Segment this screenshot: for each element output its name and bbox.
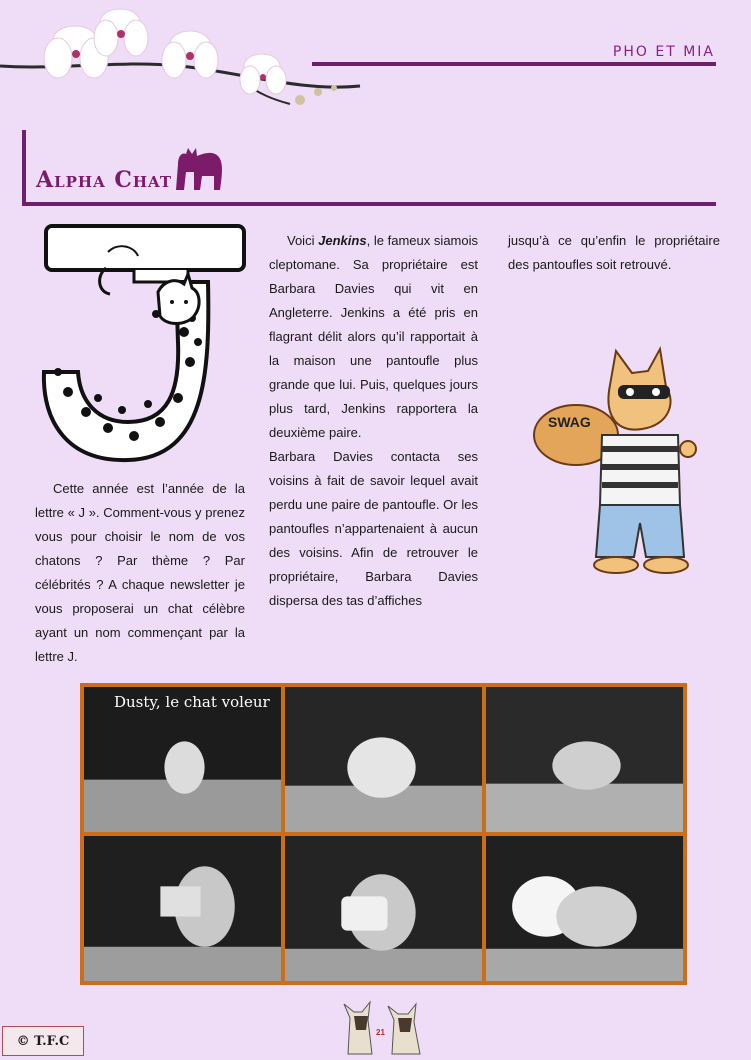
- photo-4: [84, 836, 281, 981]
- dropcap-j-leopard-illustration: [38, 222, 252, 468]
- copyright-badge: © T.F.C: [2, 1026, 84, 1056]
- photo-grid: [80, 683, 687, 985]
- story-paragraph-2: Barbara Davies contacta ses voisins à fait de savoir lequel avait perdu une paire de pantoufle. Or les pantoufles n’appartenaient à aucun des voisins. Afin de retrouver le propriétaire, Barbara Davies dispersa des tas d’affiches: [269, 449, 478, 608]
- photo-2: [285, 687, 482, 832]
- photo-1: [84, 687, 281, 832]
- ending-paragraph: jusqu’à ce qu’enfin le propriétaire des pantoufles soit retrouvé.: [508, 233, 720, 272]
- photo-caption: Dusty, le chat voleur: [114, 693, 270, 711]
- story-paragraph-1: [269, 229, 478, 445]
- siamese-cats-footer-illustration: [338, 996, 430, 1056]
- story-lead: Voici: [287, 233, 319, 248]
- photo-5: [285, 836, 482, 981]
- burglar-cat-illustration: [520, 345, 698, 579]
- swag-label: SWAG: [548, 414, 591, 430]
- cat-name-jenkins: Jenkins: [318, 233, 367, 248]
- photo-6: [486, 836, 683, 981]
- header-rule: [312, 62, 716, 66]
- photo-3: [486, 687, 683, 832]
- orchid-branch-decoration: [0, 0, 370, 120]
- column-story: [269, 229, 478, 613]
- cat-silhouette-icon: [172, 146, 226, 190]
- page-number: 21: [376, 1028, 385, 1037]
- intro-paragraph: Cette année est l’année de la lettre « J ». Comment-vous y prenez vous pour choisir le nom de vos chatons ? Par thème ? Par célébrités ? A chaque newsletter je vous proposerai un chat célèbre ayant un nom commençant par la lettre J.: [35, 481, 245, 664]
- section-title: Alpha Chat: [36, 167, 173, 193]
- story-rest: , le fameux siamois cleptomane. Sa propriétaire est Barbara Davies qui vit en Angleterre. Jenkins a été pris en flagrant délit alors qu’il rapportait à la maison une pantoufle plus grande que lui. Puis, quelques jours plus tard, Jenkins rapportera la deuxième paire.: [269, 233, 478, 440]
- header-title: PHO ET MIA: [612, 44, 715, 60]
- column-ending: [508, 229, 720, 277]
- column-intro: [35, 477, 245, 669]
